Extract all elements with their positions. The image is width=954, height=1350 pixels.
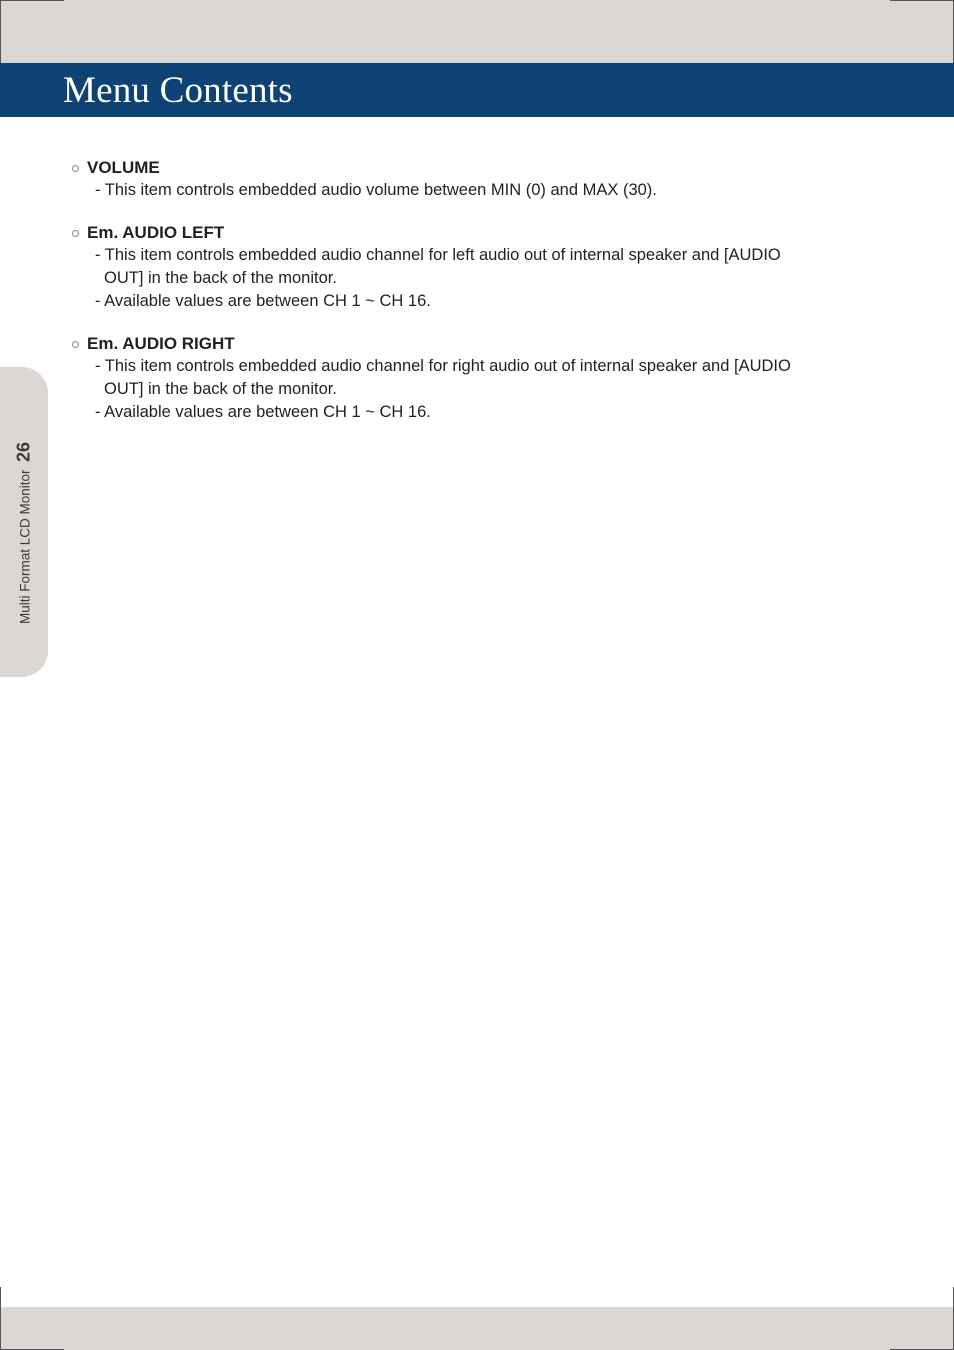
top-band <box>0 0 954 63</box>
crop-mark-top-right-h <box>890 0 954 1</box>
section-volume <box>72 157 872 202</box>
crop-mark-top-left <box>0 0 1 63</box>
line-text: - This item controls embedded audio volume between MIN (0) and MAX (30). <box>95 181 657 199</box>
section-heading <box>72 157 872 179</box>
side-tab-label <box>14 442 35 624</box>
page-title: Menu Contents <box>63 70 293 111</box>
crop-mark-bottom-left <box>0 1287 1 1350</box>
line-text: - Available values are between CH 1 ~ CH 16. <box>95 292 431 310</box>
section-em-audio-left <box>72 222 872 313</box>
section-heading <box>72 333 872 355</box>
description-line <box>72 290 872 313</box>
circle-bullet-icon <box>72 165 79 172</box>
product-name: Multi Format LCD Monitor <box>17 469 33 625</box>
section-em-audio-right <box>72 333 872 424</box>
page-number: 26 <box>13 441 34 463</box>
line-text: - This item controls embedded audio channel for left audio out of internal speaker and [AUDIO <box>95 246 781 264</box>
bottom-band <box>0 1307 954 1350</box>
content <box>72 157 872 444</box>
description-line <box>72 244 872 290</box>
description-line <box>72 401 872 424</box>
heading-text: Em. AUDIO LEFT <box>87 223 225 242</box>
heading-text: Em. AUDIO RIGHT <box>87 334 235 353</box>
line-text: - This item controls embedded audio channel for right audio out of internal speaker and [AUDIO <box>95 357 791 375</box>
crop-mark-top-left-h <box>0 0 64 1</box>
heading-text: VOLUME <box>87 158 160 177</box>
title-bar <box>0 63 954 117</box>
section-heading <box>72 222 872 244</box>
description-line <box>72 355 872 401</box>
line-continuation: OUT] in the back of the monitor. <box>104 269 337 287</box>
circle-bullet-icon <box>72 341 79 348</box>
line-continuation: OUT] in the back of the monitor. <box>104 380 337 398</box>
circle-bullet-icon <box>72 230 79 237</box>
description-line <box>72 179 872 202</box>
line-text: - Available values are between CH 1 ~ CH 16. <box>95 403 431 421</box>
